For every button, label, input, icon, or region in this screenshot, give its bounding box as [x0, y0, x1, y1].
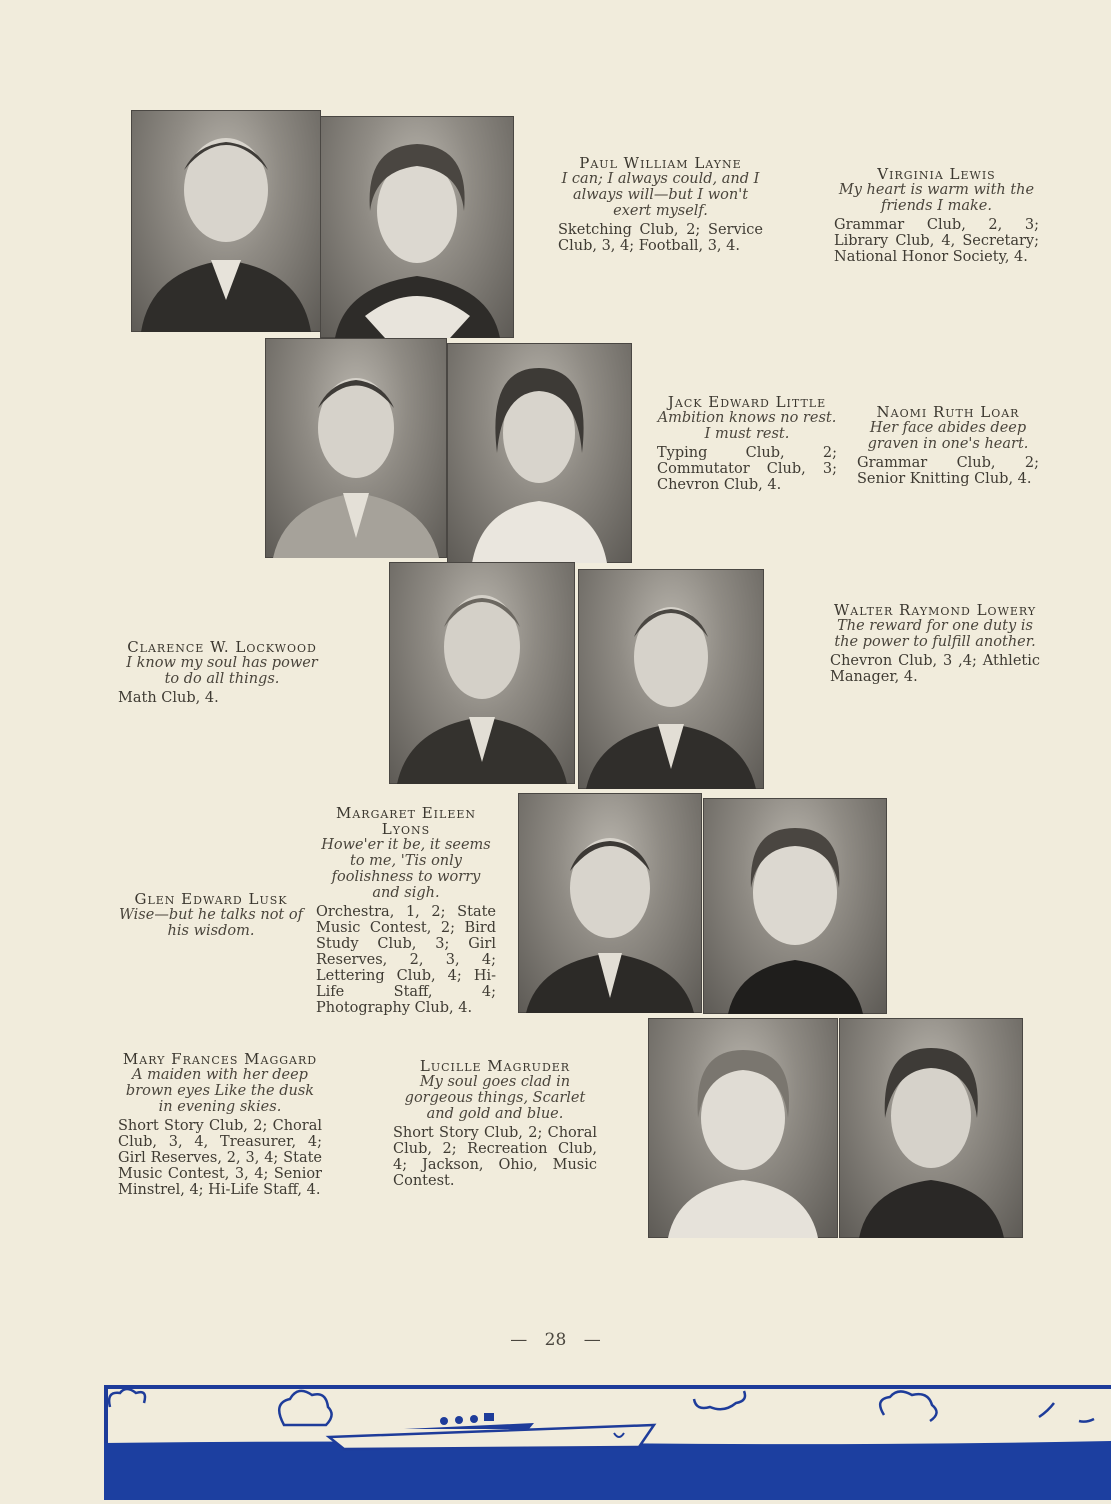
page-number: [0, 1330, 1111, 1350]
senior-name: Jack Edward Little: [667, 393, 827, 411]
senior-entry: [830, 602, 1040, 685]
senior-activities: Math Club, 4.: [118, 690, 219, 706]
portrait-female-icon: [447, 343, 632, 563]
senior-entry: [857, 404, 1039, 487]
portrait-mary-frances-maggard: [648, 1018, 838, 1238]
portrait-female-icon: [839, 1018, 1023, 1238]
senior-activities: Short Story Club, 2; Choral Club, 3, 4, Treasurer, 4; Girl Reserves, 2, 3, 4; State Music Contest, 3, 4; Senior Minstrel, 4; Hi-Life Staff, 4.: [118, 1118, 322, 1198]
portrait-male-icon: [518, 793, 702, 1013]
senior-activities: Typing Club, 2; Commutator Club, 3; Chevron Club, 4.: [657, 445, 837, 493]
senior-entry: [393, 1058, 597, 1189]
portrait-male-icon: [578, 569, 764, 789]
senior-name: Naomi Ruth Loar: [876, 403, 1020, 421]
senior-name: Margaret Eileen Lyons: [335, 804, 477, 838]
senior-entry: [118, 1051, 322, 1198]
portrait-paul-william-layne: [131, 110, 321, 332]
portrait-naomi-ruth-loar: [447, 343, 632, 563]
senior-name: Walter Raymond Lowery: [833, 601, 1037, 619]
ship-icon: [329, 1413, 654, 1449]
senior-activities: Sketching Club, 2; Service Club, 3, 4; Football, 3, 4.: [558, 222, 763, 254]
senior-motto: Wise—but he talks not of his wisdom.: [119, 907, 303, 939]
senior-motto: Her face abides deep graven in one's heart.: [867, 420, 1029, 452]
senior-name: Mary Frances Maggard: [122, 1050, 318, 1068]
senior-entry: [118, 639, 326, 706]
senior-activities: Orchestra, 1, 2; State Music Contest, 2; Bird Study Club, 3; Girl Reserves, 2, 3, 4; Lettering Club, 4; Hi-Life Staff, 4; Photography Club, 4.: [316, 904, 496, 1016]
portrait-margaret-eileen-lyons: [703, 798, 887, 1014]
portrait-female-icon: [648, 1018, 838, 1238]
portrait-jack-edward-little: [265, 338, 447, 558]
senior-motto: My heart is warm with the friends I make.: [838, 182, 1035, 214]
senior-entry: [834, 166, 1039, 265]
footer-ship-band: [104, 1385, 1111, 1500]
senior-name: Glen Edward Lusk: [134, 890, 288, 908]
senior-activities: Chevron Club, 3 ,4; Athletic Manager, 4.: [830, 653, 1040, 685]
senior-motto: My soul goes clad in gorgeous things, Scarlet and gold and blue.: [404, 1074, 586, 1122]
senior-entry: [558, 155, 763, 254]
ornament-left: —: [510, 1330, 528, 1350]
portrait-clarence-w-lockwood: [389, 562, 575, 784]
page-number-value: 28: [544, 1330, 567, 1350]
portrait-male-icon: [131, 110, 321, 332]
portrait-male-icon: [265, 338, 447, 558]
senior-name: Paul William Layne: [579, 154, 742, 172]
portrait-glen-edward-lusk: [518, 793, 702, 1013]
senior-activities: Grammar Club, 2, 3; Library Club, 4, Secretary; National Honor Society, 4.: [834, 217, 1039, 265]
senior-entry: [118, 891, 304, 939]
ship-and-clouds-illustration: [104, 1385, 1111, 1500]
senior-motto: A maiden with her deep brown eyes Like the dusk in evening skies.: [125, 1067, 315, 1115]
senior-entry: [657, 394, 837, 493]
senior-motto: The reward for one duty is the power to fulfill another.: [834, 618, 1036, 650]
ornament-right: —: [583, 1330, 601, 1350]
portrait-male-icon: [389, 562, 575, 784]
senior-motto: Howe'er it be, it seems to me, 'Tis only foolishness to worry and sigh.: [321, 837, 491, 901]
portrait-female-icon: [703, 798, 887, 1014]
senior-entry: [316, 805, 496, 1016]
portrait-virginia-lewis: [320, 116, 514, 338]
senior-name: Virginia Lewis: [877, 165, 996, 183]
portrait-female-icon: [320, 116, 514, 338]
senior-motto: I know my soul has power to do all things.: [126, 655, 318, 687]
senior-motto: Ambition knows no rest. I must rest.: [657, 410, 837, 442]
portrait-lucille-magruder: [839, 1018, 1023, 1238]
cloud-icon: [109, 1389, 1094, 1425]
portrait-walter-raymond-lowery: [578, 569, 764, 789]
senior-name: Clarence W. Lockwood: [127, 638, 317, 656]
senior-activities: Grammar Club, 2; Senior Knitting Club, 4.: [857, 455, 1039, 487]
senior-motto: I can; I always could, and I always will—but I won't exert myself.: [561, 171, 760, 219]
senior-activities: Short Story Club, 2; Choral Club, 2; Recreation Club, 4; Jackson, Ohio, Music Contest.: [393, 1125, 597, 1189]
senior-name: Lucille Magruder: [419, 1057, 571, 1075]
